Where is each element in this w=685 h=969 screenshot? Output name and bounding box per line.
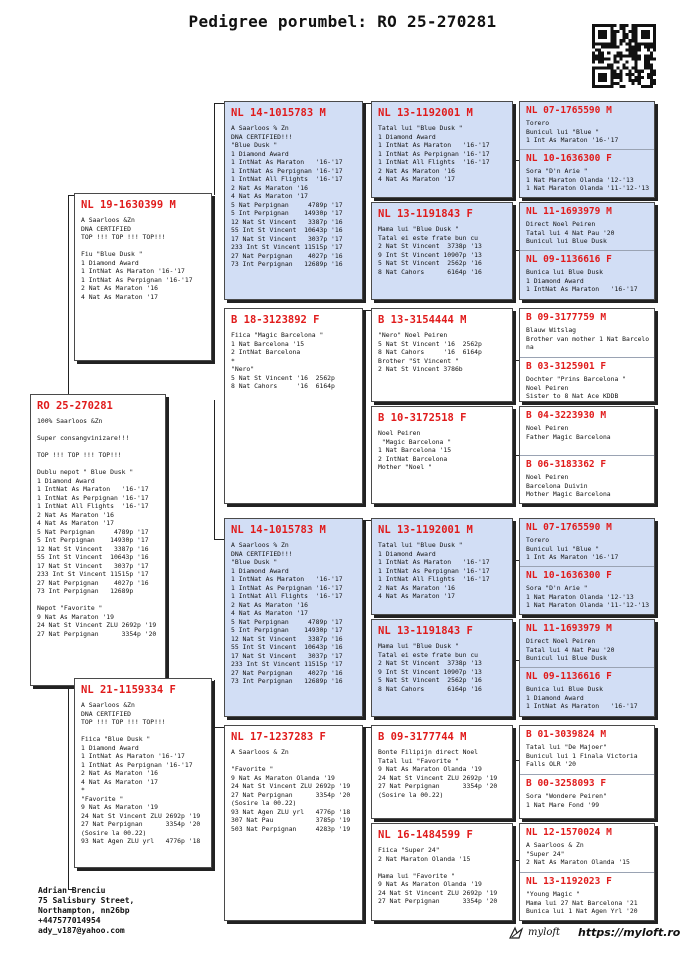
- granddam-maternal-card: [224, 725, 363, 921]
- ancestor-details: Sora "Wondere Peiren" 1 Nat Mare Fond '99: [526, 792, 607, 809]
- page-title: Pedigree porumbel: RO 25-270281: [188, 12, 497, 31]
- ancestor-details: Bonte Filipijn direct Noel Tatal lui "Favorite " 9 Nat As Maraton Olanda '19 24 Nat St Vincent ZLU 2692p '19 27 Nat Perpignan 3354p '20 (Sosire la 00.22): [378, 748, 498, 799]
- ancestor-ring-id: NL 10-1636300 F: [526, 570, 612, 581]
- ancestor-card: [371, 202, 513, 300]
- ancestor-details: Noel Peiren Barcelona Duivin Mother Magic Barcelona: [526, 473, 611, 498]
- ancestor-pair-card: [519, 308, 655, 402]
- ancestor-pair-card: [519, 518, 655, 615]
- ancestor-ring-id: NL 13-1192023 F: [526, 876, 612, 887]
- ancestor-ring-id: B 13-3154444 M: [378, 314, 467, 326]
- connector-line: [214, 103, 224, 104]
- ancestor-pair-card: [519, 101, 655, 198]
- ancestor-details: Fiica "Super 24" 2 Nat Maraton Olanda '15 Mama lui "Favorite " 9 Nat As Maraton Olanda '19 24 Nat St Vincent ZLU 2692p '19 27 Nat Perpignan 3354p '20: [378, 846, 498, 905]
- ancestor-card: [371, 308, 513, 402]
- ancestor-details: Bunica lui Blue Dusk 1 Diamond Award 1 IntNat As Maraton '16-'17: [526, 685, 638, 710]
- ancestor-ring-id: NL 13-1192001 M: [378, 524, 473, 536]
- ancestor-details: Sora "D'n Arie " 1 Nat Maraton Olanda '12-'13 1 Nat Maraton Olanda '11-'12-'13: [526, 584, 650, 609]
- qr-code-icon: [592, 24, 656, 88]
- myloft-logo-icon: [508, 925, 524, 941]
- ancestor-details: Bunica lui Blue Dusk 1 Diamond Award 1 IntNat As Maraton '16-'17: [526, 268, 638, 293]
- ancestor-card: [371, 725, 513, 819]
- ancestor-details: Noel Peiren "Magic Barcelona " 1 Nat Barcelona '15 2 IntNat Barcelona Mother "Noel ": [378, 429, 452, 471]
- ancestor-ring-id: B 06-3183362 F: [526, 459, 607, 470]
- subject-card: [30, 394, 166, 686]
- dam-card: [74, 678, 212, 868]
- ancestor-card: [371, 823, 513, 921]
- ancestor-details: Dochter "Prins Barcelona " Noel Peiren Sister to 8 Nat Ace KDDB: [526, 375, 627, 400]
- ancestor-details: Tatal lui "Blue Dusk " 1 Diamond Award 1 IntNat As Maraton '16-'17 1 IntNat As Perpignan '16-'17 1 IntNat All Flights '16-'17 2 Nat As Maraton '16 4 Nat As Maraton '17: [378, 541, 490, 600]
- ancestor-ring-id: NL 16-1484599 F: [378, 829, 473, 841]
- grandsire-paternal-ring-id: NL 14-1015783 M: [231, 107, 326, 119]
- ancestor-ring-id: B 03-3125901 F: [526, 361, 607, 372]
- grandsire-maternal-details: A Saarloos % Zn DNA CERTIFIED!!! "Blue Dusk " 1 Diamond Award 1 IntNat As Maraton '16-'17 1 IntNat As Perpignan '16-'17 1 IntNat All Flights '16-'17 2 Nat As Maraton '16 4 Nat As Maraton '17 5 Nat Perpignan 4789p '17 5 Int Perpignan 14930p '17 12 Nat St Vincent 3387p '16 55 Int St Vincent 10643p '16 17 Nat St Vincent 3037p '17 233 Int St Vincent 11515p '17 27 Nat Perpignan 4027p '16 73 Int Perpignan 12689p '16: [231, 541, 343, 685]
- grandsire-paternal-card: [224, 101, 363, 300]
- ancestor-card: [371, 619, 513, 717]
- ancestor-details: Blauw Witslag Brother van mother 1 Nat Barcelo na: [526, 326, 650, 351]
- ancestor-card: [371, 101, 513, 198]
- grandsire-maternal-ring-id: NL 14-1015783 M: [231, 524, 326, 536]
- connector-line: [363, 520, 371, 521]
- sire-card: [74, 193, 212, 361]
- ancestor-ring-id: NL 09-1136616 F: [526, 671, 612, 682]
- ancestor-ring-id: NL 11-1693979 M: [526, 206, 612, 217]
- ancestor-pair-card: [519, 619, 655, 717]
- sire-ring-id: NL 19-1630399 M: [81, 199, 176, 211]
- ancestor-ring-id: B 09-3177744 M: [378, 731, 467, 743]
- ancestor-details: Mama lui "Blue Dusk " Tatal ei este frate bun cu 2 Nat St Vincent 3738p '13 9 Int St Vincent 10907p '13 5 Nat St Vincent 2562p '16 8 Nat Cahors 6164p '16: [378, 225, 482, 276]
- granddam-paternal-ring-id: B 18-3123892 F: [231, 314, 320, 326]
- ancestor-details: Torero Bunicul lui "Blue " 1 Int As Maraton '16-'17: [526, 536, 619, 561]
- ancestor-details: A Saarloos & Zn "Super 24" 2 Nat As Maraton Olanda '15: [526, 841, 630, 866]
- sire-details: A Saarloos &Zn DNA CERTIFIED TOP !!! TOP !!! TOP!!! Fiu "Blue Dusk " 1 Diamond Award 1 IntNat As Maraton '16-'17 1 IntNat As Perpignan '16-'17 2 Nat As Maraton '16 4 Nat As Maraton '17: [81, 216, 193, 301]
- ancestor-pair-card: [519, 823, 655, 921]
- connector-line: [214, 727, 224, 728]
- connector-line: [214, 400, 215, 540]
- ancestor-ring-id: NL 10-1636300 F: [526, 153, 612, 164]
- ancestor-details: Direct Noel Peiren Tatal lui 4 Nat Pau '20 Bunicul lui Blue Dusk: [526, 637, 615, 662]
- ancestor-details: Direct Noel Peiren Tatal lui 4 Nat Pau '20 Bunicul lui Blue Dusk: [526, 220, 615, 245]
- ancestor-details: Tatal lui "Blue Dusk " 1 Diamond Award 1 IntNat As Maraton '16-'17 1 IntNat As Perpignan '16-'17 1 IntNat All Flights '16-'17 2 Nat As Maraton '16 4 Nat As Maraton '17: [378, 124, 490, 183]
- ancestor-ring-id: B 10-3172518 F: [378, 412, 467, 424]
- ancestor-details: Mama lui "Blue Dusk " Tatal ei este frate bun cu 2 Nat St Vincent 3738p '13 9 Int St Vincent 10907p '13 5 Nat St Vincent 2562p '16 8 Nat Cahors 6164p '16: [378, 642, 482, 693]
- ancestor-ring-id: NL 13-1191843 F: [378, 625, 473, 637]
- ancestor-pair-card: [519, 406, 655, 504]
- connector-line: [68, 680, 69, 890]
- grandsire-paternal-details: A Saarloos % Zn DNA CERTIFIED!!! "Blue Dusk " 1 Diamond Award 1 IntNat As Maraton '16-'17 1 IntNat As Perpignan '16-'17 1 IntNat All Flights '16-'17 2 Nat As Maraton '16 4 Nat As Maraton '17 5 Nat Perpignan 4789p '17 5 Int Perpignan 14930p '17 12 Nat St Vincent 3387p '16 55 Int St Vincent 10643p '16 17 Nat St Vincent 3037p '17 233 Int St Vincent 11515p '17 27 Nat Perpignan 4027p '16 73 Int Perpignan 12689p '16: [231, 124, 343, 268]
- connector-line: [363, 103, 371, 104]
- ancestor-details: "Nero" Noel Peiren 5 Nat St Vincent '16 2562p 8 Nat Cahors '16 6164p Brother "St Vincent " 2 Nat St Vincent 3786b: [378, 331, 482, 373]
- ancestor-ring-id: NL 12-1570024 M: [526, 827, 612, 838]
- ancestor-ring-id: B 00-3258093 F: [526, 778, 607, 789]
- ancestor-ring-id: B 04-3223930 M: [526, 410, 607, 421]
- dam-details: A Saarloos &Zn DNA CERTIFIED TOP !!! TOP !!! TOP!!! Fiica "Blue Dusk " 1 Diamond Award 1 IntNat As Maraton '16-'17 1 IntNat As Perpignan '16-'17 2 Nat As Maraton '16 4 Nat As Maraton '17 * "Favorite " 9 Nat As Maraton '19 24 Nat St Vincent ZLU 2692p '19 27 Nat Perpignan 3354p '20 (Sosire la 00.22) 93 Nat Agen ZLU yrl 4776p '18: [81, 701, 201, 845]
- ancestor-details: "Young Magic " Mama lui 27 Nat Barcelona '21 Bunica lui 1 Nat Agen Yrl '20: [526, 890, 638, 915]
- granddam-maternal-ring-id: NL 17-1237283 F: [231, 731, 326, 743]
- connector-line: [214, 103, 215, 195]
- ancestor-details: Torero Bunicul lui "Blue " 1 Int As Maraton '16-'17: [526, 119, 619, 144]
- ancestor-ring-id: NL 09-1136616 F: [526, 254, 612, 265]
- ancestor-ring-id: B 09-3177759 M: [526, 312, 607, 323]
- connector-line: [363, 727, 371, 728]
- subject-ring-id: RO 25-270281: [37, 400, 113, 412]
- ancestor-details: Noel Peiren Father Magic Barcelona: [526, 424, 611, 441]
- ancestor-details: Sora "D'n Arie " 1 Nat Maraton Olanda '12-'13 1 Nat Maraton Olanda '11-'12-'13: [526, 167, 650, 192]
- ancestor-ring-id: NL 13-1192001 M: [378, 107, 473, 119]
- brand-url-link[interactable]: https://myloft.ro: [578, 926, 681, 939]
- ancestor-details: Tatal lui "De Majoer" Bunicul lui 1 Finala Victoria Falls OLR '20: [526, 743, 638, 768]
- connector-line: [363, 310, 371, 311]
- brand-name: myloft: [528, 927, 561, 938]
- ancestor-ring-id: NL 13-1191843 F: [378, 208, 473, 220]
- granddam-paternal-card: [224, 308, 363, 504]
- ancestor-card: [371, 518, 513, 615]
- owner-contact: Adrian Brenciu 75 Salisbury Street, Northampton, nn26bp +447577014954 ady_v187@yahoo.com: [38, 886, 135, 935]
- ancestor-pair-card: [519, 725, 655, 819]
- subject-details: 100% Saarloos &Zn Super consangvinizare!!! TOP !!! TOP !!! TOP!!! Dublu nepot " Blue Dusk " 1 Diamond Award 1 IntNat As Maraton '16-'17 1 IntNat As Perpignan '16-'17 1 IntNat All Flights '16-'17 2 Nat As Maraton '16 4 Nat As Maraton '17 5 Nat Perpignan 4789p '17 5 Int Perpignan 14930p '17 12 Nat St Vincent 3387p '16 55 Int St Vincent 10643p '16 17 Nat St Vincent 3037p '17 233 Int St Vincent 11515p '17 27 Nat Perpignan 4027p '16 73 Int Perpignan 12689p Nepot "Favorite " 9 Nat As Maraton '19 24 Nat St Vincent ZLU 2692p '19 27 Nat Perpignan 3354p '20: [37, 417, 157, 638]
- ancestor-ring-id: NL 11-1693979 M: [526, 623, 612, 634]
- granddam-maternal-details: A Saarloos & Zn "Favorite " 9 Nat As Maraton Olanda '19 24 Nat St Vincent ZLU 2692p '19 27 Nat Perpignan 3354p '20 (Sosire la 00.22) 93 Nat Agen ZLU yrl 4776p '18 307 Nat Pau 3785p '19 503 Nat Perpignan 4283p '19: [231, 748, 351, 833]
- ancestor-pair-card: [519, 202, 655, 300]
- connector-line: [214, 539, 224, 540]
- dam-ring-id: NL 21-1159334 F: [81, 684, 176, 696]
- granddam-paternal-details: Fiica "Magic Barcelona " 1 Nat Barcelona '15 2 IntNat Barcelona * "Nero" 5 Nat St Vincent '16 2562p 8 Nat Cahors '16 6164p: [231, 331, 335, 390]
- ancestor-card: [371, 406, 513, 504]
- grandsire-maternal-card: [224, 518, 363, 717]
- brand-footer: [508, 923, 681, 943]
- connector-line: [214, 680, 215, 740]
- connector-line: [68, 195, 69, 395]
- ancestor-ring-id: NL 07-1765590 M: [526, 522, 612, 533]
- ancestor-ring-id: NL 07-1765590 M: [526, 105, 612, 116]
- ancestor-ring-id: B 01-3039824 M: [526, 729, 607, 740]
